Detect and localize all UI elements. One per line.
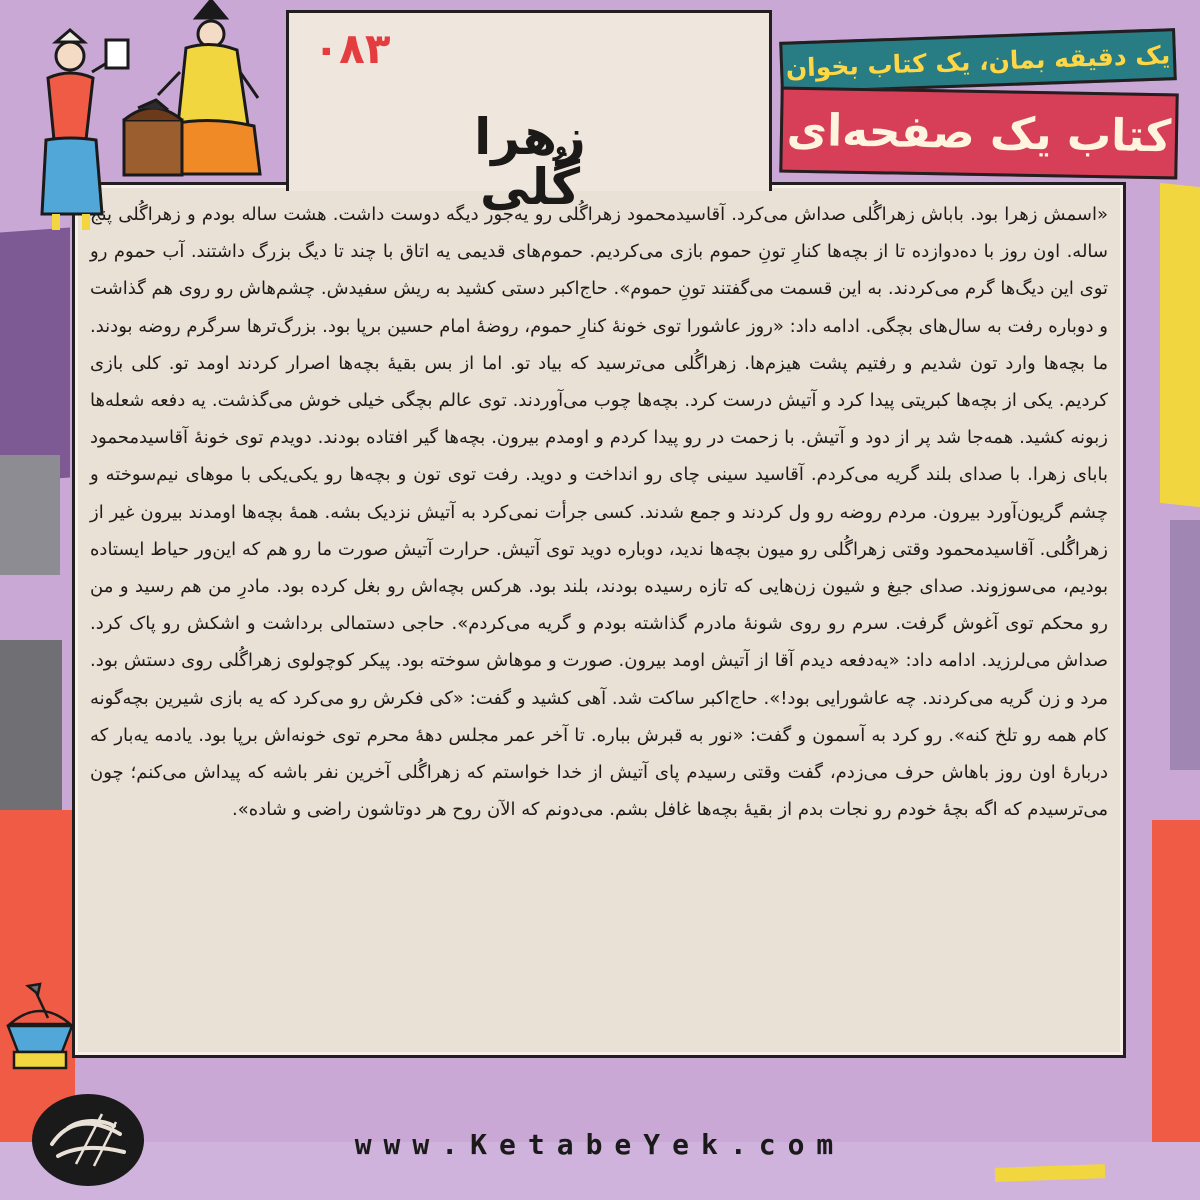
bowl-illustration-icon xyxy=(4,978,76,1070)
story-paragraph: «اسمش زهرا بود. باباش زهراگُلی صداش می‌کرد. آقاسیدمحمود زهراگُلی رو یه‌جور دیگه دوست داشت. هشت ساله بودم و زهراگُلی پنج ساله. اون روز با ده‌دوازده تا از بچه‌ها کنارِ تونِ حموم بازی می‌کردیم. حموم‌های قدیمی یه اتاق با چند تا دیگ بزرگ داشتند. آب حموم رو توی این دیگ‌ها گرم می‌کردند. به این قسمت می‌گفتند تونِ حموم». حاج‌اکبر دستی کشید به ریش سفیدش. چشم‌هاش رو روی هم گذاشت و دوباره رفت به سال‌های بچگی. ادامه داد: «روز عاشورا توی خونهٔ کنارِ حموم، روضهٔ امام حسین برپا بود. بزرگ‌ترها سرگرم روضه بودند. ما بچه‌ها وارد تون شدیم و رفتیم پشت هیزم‌ها. زهراگُلی می‌ترسید که بیاد تو. اما از بس بقیهٔ بچه‌ها اصرار کردند اومد تو. کلی بازی کردیم. یکی از بچه‌ها کبریتی پیدا کرد و آتیش درست کرد. بچه‌ها چوب می‌آوردند. توی عالم بچگی خیلی خوش می‌گذشت. یه دفعه شعله‌ها زبونه کشید. همه‌جا شد پر از دود و آتیش. با زحمت در رو پیدا کردم و اومدم بیرون. بچه‌ها گیر افتاده بودند. دویدم توی خونهٔ آقاسیدمحمود بابای زهرا. با صدای بلند گریه می‌کردم. آقاسید سینی چای رو انداخت و دوید. رفت توی تون و بچه‌ها رو یکی‌یکی با موهای نیم‌سوخته و چشم گریون‌آورد بیرون. مردم روضه رو ول کردند و جمع شدند. کسی جرأت نمی‌کرد به آتیش نزدیک بشه. همهٔ بچه‌ها اومدند بیرون غیر از زهراگُلی. آقاسیدمحمود وقتی زهراگُلی رو میون بچه‌ها ندید، دوباره دوید توی آتیش. حرارت آتیش صورت ما رو هم که این‌ور حیاط ایستاده بودیم، می‌سوزوند. صدای جیغ و شیون زن‌هایی که تازه رسیده بودند، بلند بود. هرکس بچه‌اش رو بغل کرده بود. مادرِ من هم رسید و من رو محکم توی آغوش گرفت. سرم رو روی شونهٔ مادرم گذاشته بودم و گریه می‌کردم». حاجی دستمالی برداشت و اشکش رو پاک کرد. صداش می‌لرزید. ادامه داد: «یه‌دفعه دیدم آقا از آتیش اومد بیرون. صورت و موهاش سوخته بود. پیکر کوچولوی زهراگُلی روی دستش بود. مرد و زن گریه می‌کردند. چه عاشورایی بود!». حاج‌اکبر ساکت شد. آهی کشید و گفت: «کی فکرش رو می‌کرد که یه بازی شیرین بچه‌گونه کام همه رو تلخ کنه». رو کرد به آسمون و گفت: «نور به قبرش بباره. تا آخر عمر مجلس دههٔ محرم توی خونه‌اش برپا بود. یادمه یه‌بار که دربارهٔ اون روز باهاش حرف می‌زدم، گفت وقتی رسیدم پای آتیش از خدا خواستم که زهراگُلی آخرین نفر باشه که پیداش می‌کنم؛ چون می‌ترسیدم که اگه بچهٔ خودم رو نجات بدم از بقیهٔ بچه‌ها غافل بشم. می‌دونم که الآن روح هر دوتاشون راضی و شاده». xyxy=(90,204,1108,821)
page-number: ۰۸۳ xyxy=(313,24,391,73)
collage-strip-right-purple xyxy=(1170,520,1200,770)
brand-badge: کتاب یک صفحه‌ای xyxy=(779,87,1178,180)
story-title: زهرا گُلی xyxy=(474,108,586,216)
collage-strip-left-gray xyxy=(0,455,60,575)
collage-strip-right-yellow xyxy=(1160,183,1200,507)
collage-strip-left-purple xyxy=(0,228,70,483)
website-footer: www.KetabeYek.com xyxy=(354,1128,846,1161)
collage-strip-left-dark-gray xyxy=(0,640,62,810)
story-body xyxy=(90,196,1108,1056)
tagline-banner: یک دقیقه بمان، یک کتاب بخوان xyxy=(779,28,1177,94)
signature-seal-icon xyxy=(30,1090,148,1192)
